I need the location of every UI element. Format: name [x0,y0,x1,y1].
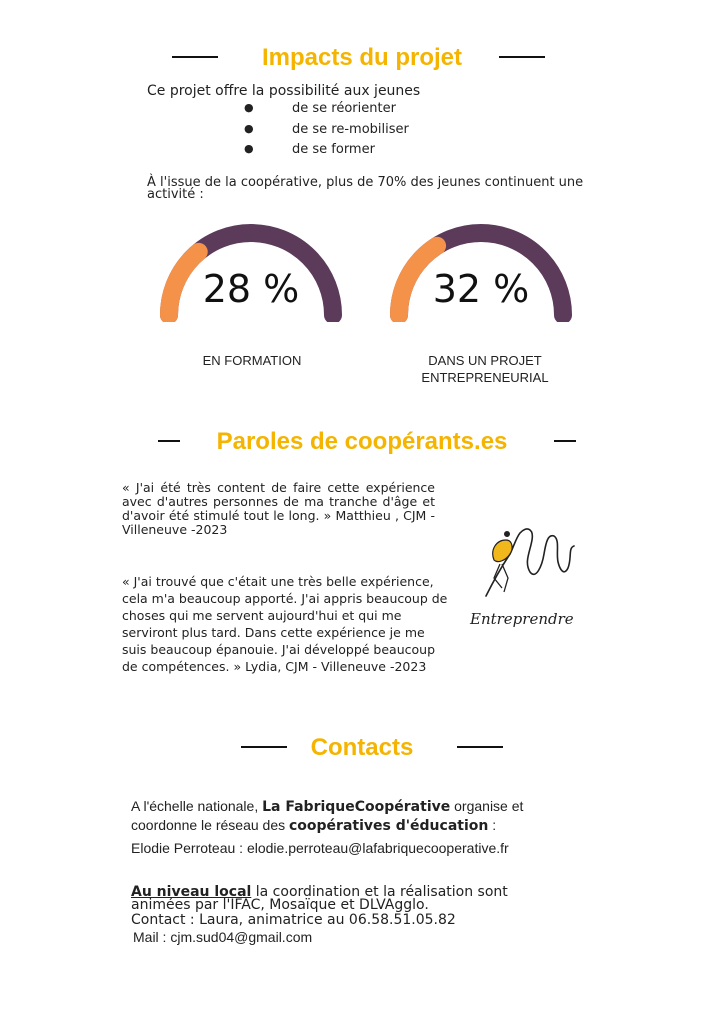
impacts-stat-text [147,177,583,201]
gauge-label-formation: EN FORMATION [202,353,302,368]
gauge-value: 32 % [432,267,530,311]
title-rule-right [554,440,576,442]
entreprendre-logo [472,518,587,600]
testimonials-title: Paroles de coopérants.es [216,428,508,455]
local-line-2: animées par l'IFAC, Mosaïque et DLVAgglo. [131,897,429,913]
quote-lydia: « J'ai trouvé que c'était une très belle expérience, cela m'a beaucoup apporté. J'ai appris beaucoup de choses qui me servent aujourd'hui et qui me serviront plus tard. Dans cette expérience je me suis beaucoup épanouie. J'ai développé beaucoup de compétences. » Lydia, CJM - Villeneuve -2023 [122,574,448,674]
local-line-1: Au niveau local la coordination et la réalisation sont [131,884,508,900]
title-rule-right [457,746,503,748]
bullet-text: de se former [292,142,375,157]
local-mail: Mail : cjm.sud04@gmail.com [133,929,313,945]
bullet-icon: ● [244,101,254,114]
national-contact: Elodie Perroteau : elodie.perroteau@lafabriquecooperative.fr [131,840,509,856]
impacts-intro: Ce projet offre la possibilité aux jeunes [147,83,421,99]
gauge-label-projet: DANS UN PROJET ENTREPRENEURIAL [421,353,549,385]
impacts-stat-line-1: À l'issue de la coopérative, plus de 70% des jeunes continuent une [147,175,584,190]
title-rule-right [499,56,545,58]
bullet-icon: ● [244,122,254,135]
gauge-projet [386,222,576,322]
gauge-fill [169,252,199,315]
bullet-icon: ● [244,142,254,155]
gauge-fill [399,246,437,315]
local-contact: Contact : Laura, animatrice au 06.58.51.05.82 [131,912,456,928]
impacts-title: Impacts du projet [261,44,463,71]
impacts-stat-line-2: activité : [147,187,204,202]
bullet-text: de se re-mobiliser [292,122,409,137]
bullet-text: de se réorienter [292,101,396,116]
logo-caption: Entreprendre [470,610,574,628]
national-line-2: coordonne le réseau des coopératives d'éducation : [131,817,497,834]
gauge-value: 28 % [202,267,300,311]
quote-matthieu: « J'ai été très content de faire cette expérience avec d'autres personnes de ma tranche d'âge et d'avoir été stimulé tout le long. » Matthieu , CJM - Villeneuve -2023 [122,480,435,537]
national-line-1: A l'échelle nationale, La FabriqueCoopérative organise et [131,798,524,815]
contacts-title: Contacts [310,734,414,761]
gauge-formation [156,222,346,322]
